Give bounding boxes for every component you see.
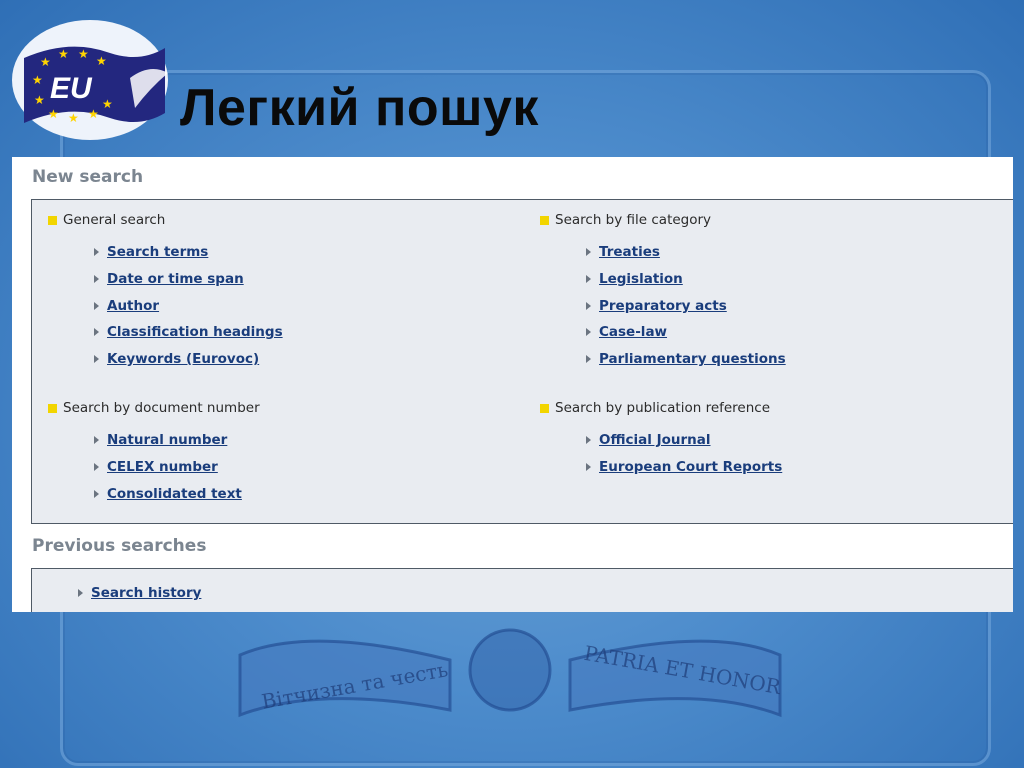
link-parliamentary-questions[interactable]	[586, 351, 786, 367]
arrow-right-icon	[586, 355, 591, 363]
link-label[interactable]: CELEX number	[107, 459, 218, 475]
link-date-or-time-span[interactable]	[94, 271, 244, 287]
link-label[interactable]: Keywords (Eurovoc)	[107, 351, 260, 367]
link-legislation[interactable]	[586, 271, 683, 287]
bullet-icon	[48, 216, 57, 225]
eui-logo	[10, 18, 178, 143]
arrow-right-icon	[94, 463, 99, 471]
bullet-icon	[540, 404, 549, 413]
arrow-right-icon	[586, 275, 591, 283]
link-consolidated-text[interactable]	[94, 486, 242, 502]
svg-text:★: ★	[34, 93, 45, 107]
arrow-right-icon	[94, 436, 99, 444]
group-file-category	[540, 212, 711, 228]
arrow-right-icon	[94, 490, 99, 498]
group-heading: General search	[63, 212, 166, 228]
arrow-right-icon	[586, 328, 591, 336]
new-search-title: New search	[32, 167, 144, 187]
previous-searches-box	[31, 568, 1013, 612]
link-treaties[interactable]	[586, 244, 660, 260]
bullet-icon	[540, 216, 549, 225]
group-heading: Search by publication reference	[555, 400, 771, 416]
link-natural-number[interactable]	[94, 432, 227, 448]
link-label[interactable]: Treaties	[599, 244, 660, 260]
link-label[interactable]: Search history	[91, 585, 202, 601]
arrow-right-icon	[94, 302, 99, 310]
group-heading: Search by file category	[555, 212, 712, 228]
arrow-right-icon	[94, 355, 99, 363]
group-document-number	[48, 400, 260, 416]
previous-searches-title: Previous searches	[32, 536, 207, 556]
link-classification-headings[interactable]	[94, 324, 283, 340]
svg-text:★: ★	[40, 55, 51, 69]
svg-text:★: ★	[88, 107, 99, 121]
logo-text: EU	[50, 72, 92, 105]
link-celex-number[interactable]	[94, 459, 218, 475]
arrow-right-icon	[94, 275, 99, 283]
arrow-right-icon	[94, 248, 99, 256]
link-label[interactable]: Official Journal	[599, 432, 711, 448]
svg-text:★: ★	[102, 97, 113, 111]
link-label[interactable]: Classification headings	[107, 324, 283, 340]
new-search-box	[31, 199, 1013, 524]
arrow-right-icon	[586, 248, 591, 256]
motto-right: PATRIA ET HONOR	[582, 640, 783, 700]
link-keywords-eurovoc[interactable]	[94, 351, 259, 367]
arrow-right-icon	[586, 436, 591, 444]
search-panel	[12, 157, 1013, 612]
link-label[interactable]: Consolidated text	[107, 486, 242, 502]
link-label[interactable]: Preparatory acts	[599, 298, 727, 314]
link-european-court-reports[interactable]	[586, 459, 782, 475]
link-label[interactable]: Search terms	[107, 244, 209, 260]
academy-emblem	[230, 615, 790, 735]
link-label[interactable]: Date or time span	[107, 271, 244, 287]
link-label[interactable]: Natural number	[107, 432, 228, 448]
svg-text:★: ★	[58, 47, 69, 61]
link-label[interactable]: Author	[107, 298, 160, 314]
link-author[interactable]	[94, 298, 159, 314]
link-label[interactable]: Case-law	[599, 324, 668, 340]
svg-text:★: ★	[32, 73, 43, 87]
link-label[interactable]: Parliamentary questions	[599, 351, 786, 367]
group-publication-reference	[540, 400, 770, 416]
slide-title: Легкий пошук	[180, 79, 539, 137]
link-search-history[interactable]	[78, 585, 201, 601]
svg-text:★: ★	[78, 47, 89, 61]
group-general-search	[48, 212, 165, 228]
arrow-right-icon	[586, 463, 591, 471]
motto-left: Вітчизна та честь	[259, 657, 450, 714]
svg-text:★: ★	[68, 111, 79, 125]
group-heading: Search by document number	[63, 400, 260, 416]
bullet-icon	[48, 404, 57, 413]
link-search-terms[interactable]	[94, 244, 208, 260]
link-case-law[interactable]	[586, 324, 667, 340]
arrow-right-icon	[586, 302, 591, 310]
svg-text:★: ★	[96, 54, 107, 68]
arrow-right-icon	[94, 328, 99, 336]
link-label[interactable]: European Court Reports	[599, 459, 783, 475]
svg-text:★: ★	[48, 107, 59, 121]
link-label[interactable]: Legislation	[599, 271, 683, 287]
link-official-journal[interactable]	[586, 432, 711, 448]
link-preparatory-acts[interactable]	[586, 298, 727, 314]
arrow-right-icon	[78, 589, 83, 597]
